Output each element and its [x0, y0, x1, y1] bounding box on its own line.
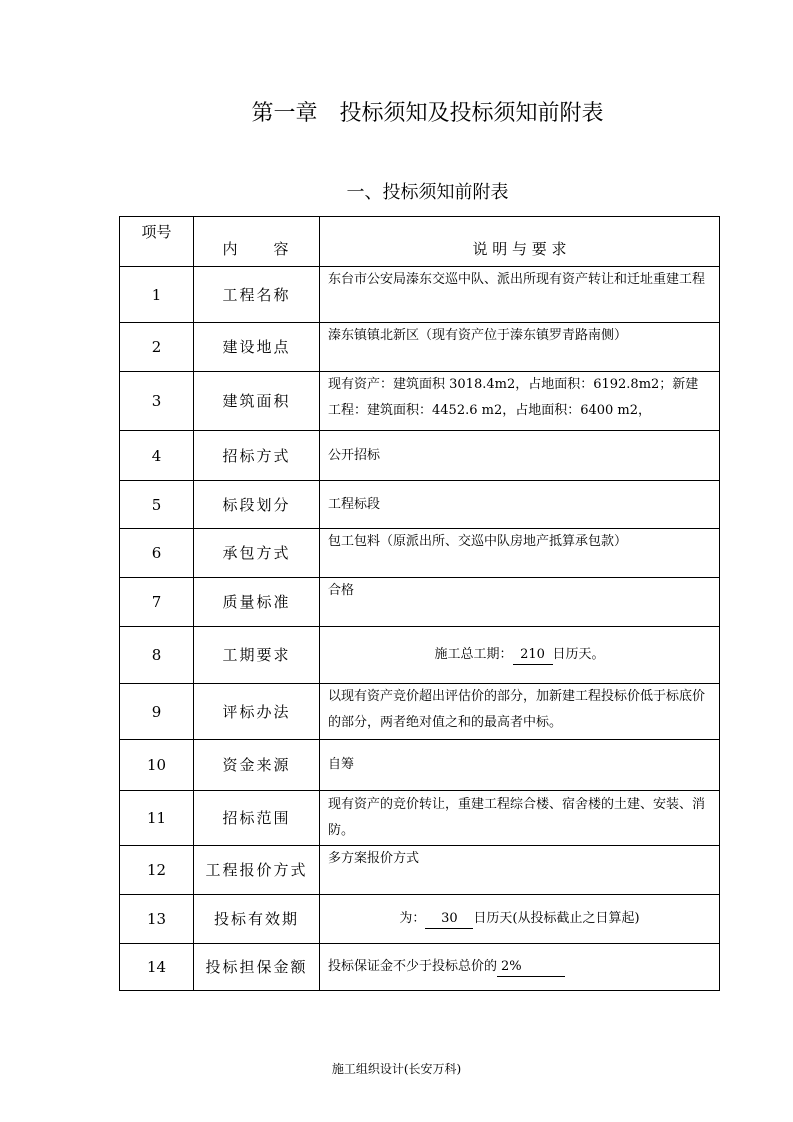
- row-desc: 溱东镇镇北新区（现有资产位于溱东镇罗青路南侧）: [320, 323, 720, 372]
- row-no: 5: [120, 481, 194, 529]
- row-no: 11: [120, 791, 194, 846]
- chapter-title: 第一章 投标须知及投标须知前附表: [251, 101, 604, 126]
- table-row: [120, 431, 720, 481]
- desc-suffix: 日历天(从投标截止之日算起): [473, 911, 640, 926]
- row-item: 评标办法: [194, 684, 320, 740]
- table-row: [120, 481, 720, 529]
- row-desc: [320, 944, 720, 991]
- desc-value: 2%: [497, 958, 565, 977]
- desc-value: 210: [513, 646, 553, 665]
- row-desc: 以现有资产竞价超出评估价的部分，加新建工程投标价低于标底价的部分，两者绝对值之和的最高者中标。: [320, 684, 720, 740]
- row-no: 8: [120, 627, 194, 684]
- row-item: 招标范围: [194, 791, 320, 846]
- table-header-row: [120, 217, 720, 267]
- desc-prefix: 施工总工期：: [434, 647, 513, 662]
- row-item: 工程名称: [194, 267, 320, 323]
- row-desc: [320, 627, 720, 684]
- section-title: 一、投标须知前附表: [346, 182, 509, 203]
- table-row: [120, 627, 720, 684]
- table-row: [120, 846, 720, 895]
- table-row: [120, 578, 720, 627]
- row-desc: 现有资产的竞价转让，重建工程综合楼、宿舍楼的土建、安装、消防。: [320, 791, 720, 846]
- row-item: 标段划分: [194, 481, 320, 529]
- row-item: 工程报价方式: [194, 846, 320, 895]
- table-row: [120, 529, 720, 578]
- row-no: 10: [120, 740, 194, 791]
- row-no: 6: [120, 529, 194, 578]
- row-desc: 现有资产：建筑面积 3018.4m2，占地面积：6192.8m2；新建工程：建筑面积：4452.6 m2，占地面积：6400 m2，: [320, 372, 720, 431]
- row-item: 承包方式: [194, 529, 320, 578]
- table-row: [120, 944, 720, 991]
- row-no: 12: [120, 846, 194, 895]
- row-desc: [320, 895, 720, 944]
- row-no: 13: [120, 895, 194, 944]
- table-row: [120, 740, 720, 791]
- row-item: 投标担保金额: [194, 944, 320, 991]
- table-row: [120, 791, 720, 846]
- row-item: 工期要求: [194, 627, 320, 684]
- row-item: 建设地点: [194, 323, 320, 372]
- header-desc: 说 明 与 要 求: [320, 217, 720, 267]
- row-desc: 东台市公安局溱东交巡中队、派出所现有资产转让和迁址重建工程: [320, 267, 720, 323]
- row-item: 资金来源: [194, 740, 320, 791]
- row-no: 1: [120, 267, 194, 323]
- row-desc: 包工包料（原派出所、交巡中队房地产抵算承包款）: [320, 529, 720, 578]
- desc-value: 30: [425, 910, 473, 929]
- header-item: 内 容: [194, 217, 320, 267]
- table-row: [120, 323, 720, 372]
- row-no: 7: [120, 578, 194, 627]
- row-desc: 公开招标: [320, 431, 720, 481]
- row-item: 投标有效期: [194, 895, 320, 944]
- row-desc: 多方案报价方式: [320, 846, 720, 895]
- row-no: 4: [120, 431, 194, 481]
- header-no: 项号: [120, 217, 194, 267]
- desc-prefix: 投标保证金不少于投标总价的: [328, 959, 498, 974]
- table-row: [120, 895, 720, 944]
- table-row: [120, 372, 720, 431]
- table-row: [120, 267, 720, 323]
- row-item: 建筑面积: [194, 372, 320, 431]
- table-row: [120, 684, 720, 740]
- row-no: 14: [120, 944, 194, 991]
- row-desc: 合格: [320, 578, 720, 627]
- row-no: 2: [120, 323, 194, 372]
- row-item: 质量标准: [194, 578, 320, 627]
- page-footer: 施工组织设计(长安万科): [331, 1062, 462, 1076]
- bid-info-table: [119, 216, 720, 991]
- desc-prefix: 为：: [399, 911, 426, 926]
- row-desc: 工程标段: [320, 481, 720, 529]
- row-desc: 自筹: [320, 740, 720, 791]
- row-item: 招标方式: [194, 431, 320, 481]
- row-no: 3: [120, 372, 194, 431]
- desc-suffix: 日历天。: [552, 647, 605, 662]
- row-no: 9: [120, 684, 194, 740]
